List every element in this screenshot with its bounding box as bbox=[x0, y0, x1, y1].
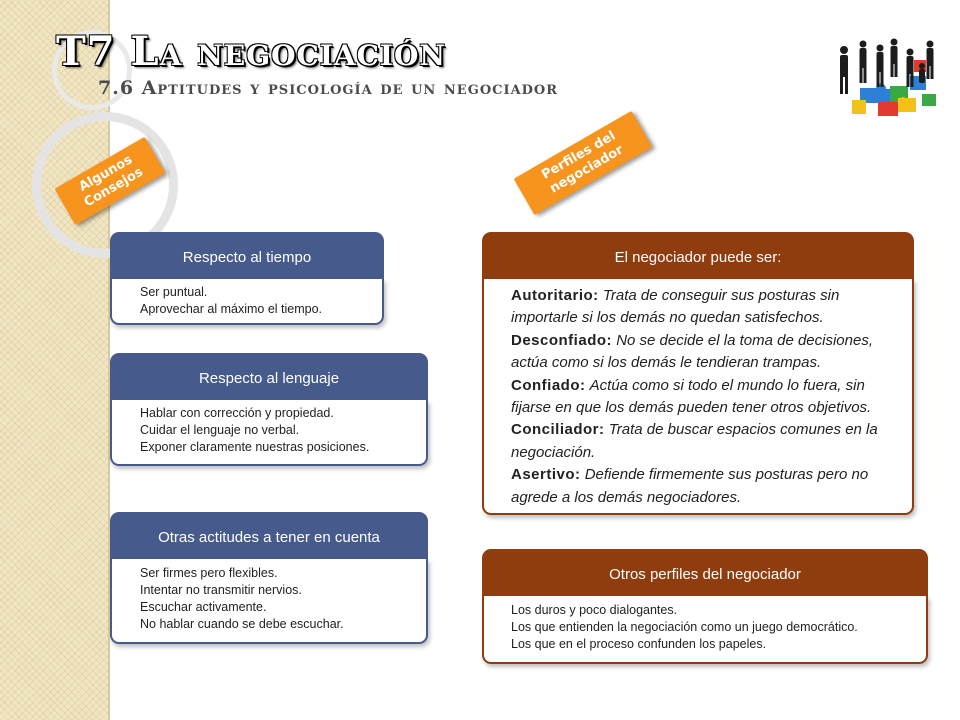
box-otras-actitudes-body bbox=[110, 559, 428, 644]
box-negociador-perfiles bbox=[482, 232, 914, 515]
perfil-desc: No se decide el la toma de decisiones, actúa como si los demás le tendieran trampas. bbox=[511, 331, 874, 372]
box-negociador-body bbox=[482, 279, 914, 515]
perfil-term: Desconfiado: bbox=[511, 331, 613, 349]
list-item: Hablar con corrección y propiedad. bbox=[140, 406, 334, 420]
slide-subtitle: 7.6 Aptitudes y psicología de un negociador bbox=[98, 77, 559, 99]
box-otros-perfiles-body bbox=[482, 596, 928, 664]
perfil-item bbox=[511, 330, 898, 375]
box-otras-actitudes bbox=[110, 512, 428, 644]
list-item: Los duros y poco dialogantes. bbox=[511, 603, 678, 617]
list-item: Escuchar activamente. bbox=[140, 600, 267, 614]
list-item: No hablar cuando se debe escuchar. bbox=[140, 617, 344, 631]
list-item: Intentar no transmitir nervios. bbox=[140, 583, 302, 597]
perfil-item bbox=[511, 419, 898, 464]
box-tiempo-title: Respecto al tiempo bbox=[110, 232, 384, 279]
box-tiempo bbox=[110, 232, 384, 325]
box-lenguaje-title: Respecto al lenguaje bbox=[110, 353, 428, 400]
list-item: Exponer claramente nuestras posiciones. bbox=[140, 440, 370, 454]
perfil-desc: Trata de buscar espacios comunes en la negociación. bbox=[511, 421, 878, 461]
otras-list bbox=[140, 565, 426, 633]
tag-perfiles-negociador: Perfiles del negociador bbox=[514, 111, 653, 215]
perfil-desc: Defiende firmemente sus posturas pero no agrede a los demás negociadores. bbox=[511, 466, 869, 506]
perfil-term: Autoritario: bbox=[511, 287, 599, 304]
perfil-desc: Actúa como si todo el mundo lo fuera, sin fijarse en que los demás pueden tener otros objetivos. bbox=[511, 376, 872, 417]
business-people-puzzle-icon bbox=[830, 36, 940, 126]
box-otros-perfiles bbox=[482, 549, 928, 664]
perfil-item bbox=[511, 375, 898, 420]
tiempo-list bbox=[140, 284, 382, 318]
box-lenguaje bbox=[110, 353, 428, 466]
list-item: Los que en el proceso confunden los papeles. bbox=[511, 637, 767, 651]
perfil-item bbox=[511, 285, 898, 330]
list-item: Los que entienden la negociación como un juego democrático. bbox=[511, 620, 858, 634]
lenguaje-list bbox=[140, 405, 426, 456]
box-otros-perfiles-title: Otros perfiles del negociador bbox=[482, 549, 928, 596]
box-lenguaje-body bbox=[110, 400, 428, 466]
perfil-term: Conciliador: bbox=[511, 421, 605, 439]
tag-algunos-consejos: Algunos Consejos bbox=[54, 137, 165, 225]
perfil-term: Asertivo: bbox=[511, 466, 581, 484]
otros-perfiles-list bbox=[511, 602, 926, 653]
perfil-item bbox=[511, 464, 898, 509]
perfil-desc: Trata de conseguir sus posturas sin importarle si los demás no quedan satisfechos. bbox=[511, 287, 840, 327]
list-item: Aprovechar al máximo el tiempo. bbox=[140, 302, 323, 316]
list-item: Ser firmes pero flexibles. bbox=[140, 566, 278, 580]
list-item: Ser puntual. bbox=[140, 285, 208, 299]
slide-title: T7 La negociación bbox=[56, 28, 447, 75]
list-item: Cuidar el lenguaje no verbal. bbox=[140, 423, 300, 437]
perfil-term: Confiado: bbox=[511, 376, 586, 394]
box-otras-actitudes-title: Otras actitudes a tener en cuenta bbox=[110, 512, 428, 559]
box-tiempo-body bbox=[110, 279, 384, 325]
box-negociador-title: El negociador puede ser: bbox=[482, 232, 914, 279]
